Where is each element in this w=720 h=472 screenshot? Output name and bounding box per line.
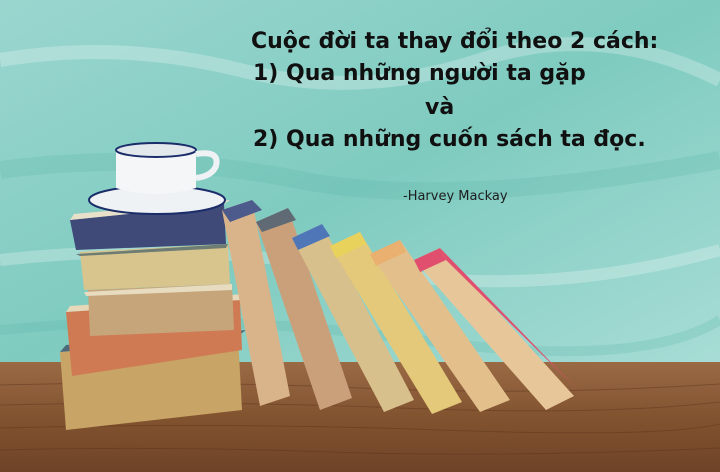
book-stack bbox=[60, 200, 246, 430]
quote-line-2: 1) Qua những người ta gặp bbox=[253, 61, 586, 86]
quote-line-4: 2) Qua những cuốn sách ta đọc. bbox=[253, 127, 646, 152]
quote-author: -Harvey Mackay bbox=[403, 189, 508, 204]
quote-line-1: Cuộc đời ta thay đổi theo 2 cách: bbox=[251, 29, 659, 54]
quote-line-3: và bbox=[425, 95, 455, 120]
